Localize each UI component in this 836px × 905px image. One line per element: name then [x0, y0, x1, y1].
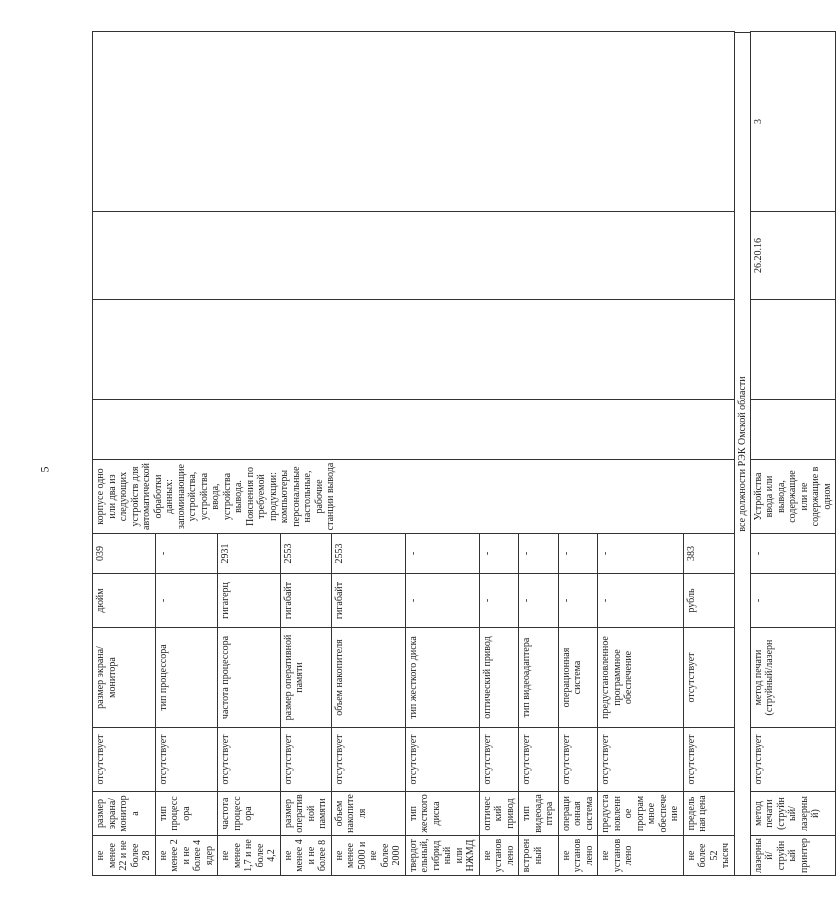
name-cell: предельная цена [683, 792, 734, 836]
value-cell: не установлено [479, 836, 519, 876]
value-cell: лазерный/струйный принтер [750, 836, 836, 876]
unit-cell: гигагерц [218, 574, 281, 628]
name-cell: тип видеоадаптера [519, 792, 559, 836]
code-cell: 2553 [331, 534, 405, 574]
code-cell: - [405, 534, 479, 574]
req-value-cell: отсутствует [519, 728, 559, 792]
characteristic-cell: отсутствует [683, 628, 734, 728]
code-cell: 039 [93, 534, 156, 574]
blank-cell [93, 400, 735, 460]
unit-cell: гигабайт [280, 574, 331, 628]
page-number: 5 [37, 466, 52, 473]
unit-cell: гигабайт [331, 574, 405, 628]
code-cell: 383 [683, 534, 734, 574]
value-cell: не установлено [598, 836, 684, 876]
value-cell: твердотельный, гибридный или НЖМД [405, 836, 479, 876]
value-cell: не менее 5000 и не более 2000 [331, 836, 405, 876]
characteristic-cell: объем накопителя [331, 628, 405, 728]
unit-cell: - [750, 574, 836, 628]
table-row-3 [750, 32, 836, 876]
code-cell: 2553 [280, 534, 331, 574]
blank-cell [93, 300, 735, 400]
description-cell: Устройства ввода или вывода, содержащие или не содержащие в одном [750, 460, 836, 534]
characteristic-cell: операционная система [558, 628, 598, 728]
req-value-cell: отсутствует [331, 728, 405, 792]
req-value-cell: отсутствует [479, 728, 519, 792]
req-value-cell: отсутствует [683, 728, 734, 792]
req-value-cell: отсутствует [155, 728, 218, 792]
characteristic-cell: оптический привод [479, 628, 519, 728]
value-cell: не менее 1,7 и не более 4,2 [218, 836, 281, 876]
unit-cell: - [155, 574, 218, 628]
name-cell: предустановленное программное обеспечение [598, 792, 684, 836]
blank-cell [93, 32, 735, 212]
code-cell: - [519, 534, 559, 574]
unit-cell: - [558, 574, 598, 628]
code-cell: - [558, 534, 598, 574]
characteristic-cell: метод печати (струйный/лазерн [750, 628, 836, 728]
name-cell: объем накопителя [331, 792, 405, 836]
unit-cell: - [479, 574, 519, 628]
code-cell: - [598, 534, 684, 574]
req-value-cell: отсутствует [558, 728, 598, 792]
value-cell: не менее 4 и не более 8 [280, 836, 331, 876]
name-cell: метод печати (струйный/лазерный) [750, 792, 836, 836]
okpd-cell: 26.20.16 [750, 212, 836, 300]
name-cell: тип процессора [155, 792, 218, 836]
characteristic-cell: тип процессора [155, 628, 218, 728]
req-value-cell: отсутствует [218, 728, 281, 792]
code-cell: 2931 [218, 534, 281, 574]
description-cell: корпусе одно или два из следующих устройств для автоматической обработки данных: запоминающие устройства, устройства ввода, устройства вывода. Пояснения по требуемой продукции: компьютеры персональные настольные, рабочие станции вывода [93, 460, 735, 534]
characteristic-cell: тип жесткого диска [405, 628, 479, 728]
characteristic-cell: частота процессора [218, 628, 281, 728]
characteristic-cell: размер оперативной памяти [280, 628, 331, 728]
value-cell: встроенный [519, 836, 559, 876]
bottom-table [750, 31, 836, 876]
name-cell: частота процессора [218, 792, 281, 836]
blank-cell [750, 300, 836, 400]
unit-cell: рубль [683, 574, 734, 628]
unit-cell: - [598, 574, 684, 628]
req-value-cell: отсутствует [405, 728, 479, 792]
req-value-cell: отсутствует [750, 728, 836, 792]
rotated-table-page [92, 32, 833, 876]
req-value-cell: отсутствует [598, 728, 684, 792]
name-cell: тип жесткого диска [405, 792, 479, 836]
unit-cell: - [405, 574, 479, 628]
characteristic-cell: размер экрана/монитора [93, 628, 156, 728]
name-cell: размер экрана/монитора [93, 792, 156, 836]
code-cell: - [479, 534, 519, 574]
blank-cell [750, 400, 836, 460]
unit-cell: дюйм [93, 574, 156, 628]
name-cell: оптический привод [479, 792, 519, 836]
value-cell: не установлено [558, 836, 598, 876]
table-row [93, 32, 156, 876]
code-cell: - [155, 534, 218, 574]
value-cell: не менее 2 и не более 4 ядер [155, 836, 218, 876]
req-value-cell: отсутствует [280, 728, 331, 792]
name-cell: операционная система [558, 792, 598, 836]
value-cell: не менее 22 и не более 28 [93, 836, 156, 876]
code-cell: - [750, 534, 836, 574]
characteristic-cell: тип видеоадаптера [519, 628, 559, 728]
blank-cell [93, 212, 735, 300]
name-cell: размер оперативной памяти [280, 792, 331, 836]
characteristics-table [92, 31, 735, 876]
num-cell: 3 [750, 32, 836, 212]
characteristic-cell: предустановленное программное обеспечение [598, 628, 684, 728]
positions-caption: все должности РЭК Омской области [735, 32, 750, 876]
unit-cell: - [519, 574, 559, 628]
value-cell: не более 52 тысяч [683, 836, 734, 876]
req-value-cell: отсутствует [93, 728, 156, 792]
